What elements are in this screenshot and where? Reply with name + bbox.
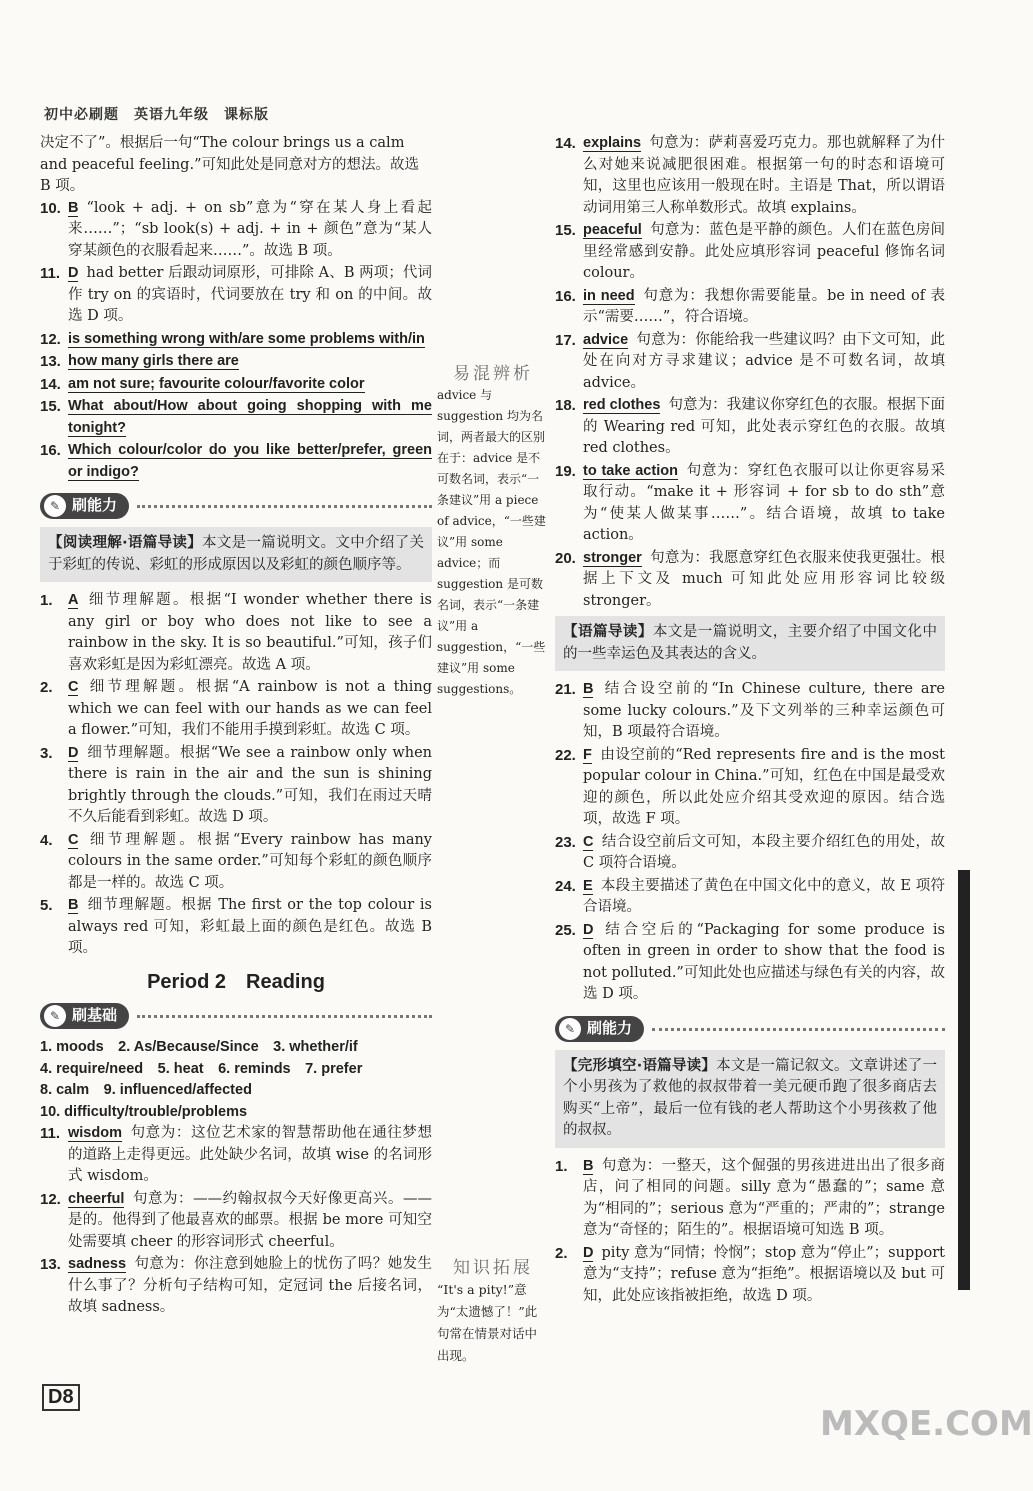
question-13b: 13. sadness 句意为：你注意到她脸上的忧伤了吗？她发生什么事了？分析句子结构可知，定冠词 the 后接名词，故填 sadness。 [40, 1256, 432, 1315]
question-25: 25. D 结合空后的“Packaging for some produce is often in green in order to show that the food is not polluted.”可知此处也应描述与绿色有关的内容，故选 D 项。 [555, 921, 945, 1002]
question-22: 22. F 由设空前的“Red represents fire and is the most popular colour in China.”可知，红色在中国是最受欢迎的颜色，所以此处应介绍其受欢迎的原因。结合选项，故选 F 项。 [555, 746, 945, 827]
question-20r: 20. stronger 句意为：我愿意穿红色衣服来使我更强壮。根据上下文及 much 可知此处应用形容词比较级 stronger。 [555, 549, 945, 609]
edge-bar [958, 870, 970, 1290]
question-14: 14. am not sure; favourite colour/favorite color [40, 375, 365, 393]
passage-guide-2: 【语篇导读】本文是一篇说明文，主要介绍了中国文化中的一些幸运色及其表达的含义。 [555, 616, 945, 671]
question-11b: 11. wisdom 句意为：这位艺术家的智慧帮助他在通往梦想的道路上走得更远。此处缺少名词，故填 wise 的名词形式 wisdom。 [40, 1125, 432, 1184]
question-12: 12. is something wrong with/are some problems with/in [40, 330, 425, 348]
cloze-2: 2. D pity 意为“同情；怜悯”；stop 意为“停止”；support 意为“支持”；refuse 意为“拒绝”。根据语境以及 but 可知，此处应该指被拒绝，故选 D 项。 [555, 1244, 945, 1304]
answers-10: 10. difficulty/trouble/problems [40, 1103, 248, 1120]
side-note-confusion: 易混辨析 advice 与 suggestion 均为名词，两者最大的区别在于：advice 是不可数名词，表示“一条建议”用 a piece of advice，“一些建议”用 some advice；而 suggestion 是可数名词，表示“一条建议”用 a suggestion，“一些建议”用 some suggestions。 [437, 364, 546, 696]
side-note-extension: 知识拓展 “It's a pity!”意为“太遗憾了！”此句常在情景对话中出现。 [437, 1258, 538, 1363]
intro-text: 决定不了”。根据后一句“The colour brings us a calm and peaceful feeling.”可知此处是同意对方的想法。故选 B 项。 [40, 135, 419, 194]
answers-8-9: 8. calm 9. influenced/affected [40, 1082, 252, 1098]
passage-guide: 【阅读理解·语篇导读】本文是一篇说明文。文中介绍了关于彩虹的传说、彩虹的形成原因以及彩虹的颜色顺序等。 [40, 527, 432, 582]
left-column [40, 133, 432, 1320]
page-header: 初中必刷题 英语九年级 课标版 [44, 107, 269, 123]
passage-guide-3: 【完形填空·语篇导读】本文是一篇记叙文。文章讲述了一个小男孩为了救他的叔叔带着一美元硬币跑了很多商店去购买“上帝”，最后一位有钱的老人帮助这个小男孩救了他的叔叔。 [555, 1050, 945, 1148]
question-14r: 14. explains 句意为：萨莉喜爱巧克力。那也就解释了为什么对她来说减肥很困难。根据第一句的时态和语境可知，这里也应该用一般现在时。主语是 That，所以谓语动词用第三人称单数形式。故填 explains。 [555, 135, 945, 216]
question-15r: 15. peaceful 句意为：蓝色是平静的颜色。人们在蓝色房间里经常感到安静。此处应填形容词 peaceful 修饰名词 colour。 [555, 222, 945, 281]
question-16: 16. Which colour/color do you like better/prefer, green or indigo? [40, 442, 432, 480]
reading-1: 1. A 细节理解题。根据“I wonder whether there is any girl or boy who does not like to see a rainbow in the sky. It is so beautiful.”可知，孩子们喜欢彩虹是因为彩虹漂亮。故选 A 项。 [40, 592, 432, 673]
reading-2: 2. C 细节理解题。根据“A rainbow is not a thing which we can feel with our hands as we can feel a flower.”可知，我们不能用手摸到彩虹。故选 C 项。 [40, 679, 432, 738]
book-icon: ✎ [559, 1018, 581, 1040]
question-17r: 17. advice 句意为：你能给我一些建议吗？由下文可知，此处在向对方寻求建议；advice 是不可数名词，故填 advice。 [555, 331, 945, 391]
question-21: 21. B 结合设空前的“In Chinese culture, there are some lucky colours.”及下文列举的三种幸运颜色可知，B 项最符合语境。 [555, 681, 945, 740]
question-23: 23. C 结合设空前后文可知，本段主要介绍红色的用处，故 C 项符合语境。 [555, 833, 945, 871]
watermark: MXQE.COM [820, 1404, 1033, 1444]
book-icon: ✎ [44, 1005, 66, 1027]
reading-3: 3. D 细节理解题。根据“We see a rainbow only when there is rain in the air and the sun is shining brightly through the clouds.”可知，我们在雨过天晴不久后能看到彩虹。故选 D 项。 [40, 744, 432, 825]
question-18r: 18. red clothes 句意为：我建议你穿红色的衣服。根据下面的 Wearing red 可知，此处表示穿红色的衣服。故填 red clothes。 [555, 397, 946, 456]
question-24: 24. E 本段主要描述了黄色在中国文化中的意义，故 E 项符合语境。 [555, 877, 945, 915]
question-10: 10. B “look + adj. + on sb”意为“穿在某人身上看起来……”；“sb look(s) + adj. + in + 颜色”意为“某人穿某颜色的衣服看起来……”。故选 B 项。 [40, 199, 432, 259]
question-12b: 12. cheerful 句意为：——约翰叔叔今天好像更高兴。——是的。他得到了他最喜欢的邮票。根据 be more 可知空处需要填 cheer 的形容词形式 cheerful。 [40, 1190, 432, 1250]
answers-1-3: 1. moods 2. As/Because/Since 3. whether/if [40, 1039, 358, 1055]
reading-5: 5. B 细节理解题。根据 The first or the top colour is always red 可知，彩虹最上面的颜色是红色。故选 B 项。 [40, 897, 432, 956]
section-header: ✎ 刷能力 [40, 493, 432, 519]
reading-4: 4. C 细节理解题。根据“Every rainbow has many colours in the same order.”可知每个彩虹的颜色顺序都是一样的。故选 C 项。 [40, 831, 432, 891]
question-19r: 19. to take action 句意为：穿红色衣服可以让你更容易采取行动。“make it + 形容词 + for sb to do sth”意为“使某人做某事……”。结合语境，故填 to take action。 [555, 462, 946, 543]
page-number: D8 [42, 1384, 80, 1411]
question-16r: 16. in need 句意为：我想你需要能量。be in need of 表示“需要……”，符合语境。 [555, 287, 945, 325]
question-11: 11. D had better 后跟动词原形，可排除 A、B 两项；代词作 try on 的宾语时，代词要放在 try 和 on 的中间。故选 D 项。 [40, 265, 432, 324]
right-column [555, 133, 945, 1308]
question-15: 15. What about/How about going shopping with me tonight? [40, 398, 432, 436]
section-header: ✎ 刷能力 [555, 1016, 945, 1042]
period-title: Period 2 Reading [147, 970, 325, 993]
question-13: 13. how many girls there are [40, 353, 239, 370]
section-header: ✎ 刷基础 [40, 1003, 432, 1029]
answers-4-7: 4. require/need 5. heat 6. reminds 7. prefer [40, 1060, 363, 1077]
book-icon: ✎ [44, 495, 66, 517]
cloze-1: 1. B 句意为：一整天，这个倔强的男孩进进出出了很多商店，问了相同的问题。silly 意为“愚蠢的”；same 意为“相同的”；serious 意为“严重的；严肃的”；strange 意为“奇怪的；陌生的”。根据语境可知选 B 项。 [555, 1157, 945, 1238]
